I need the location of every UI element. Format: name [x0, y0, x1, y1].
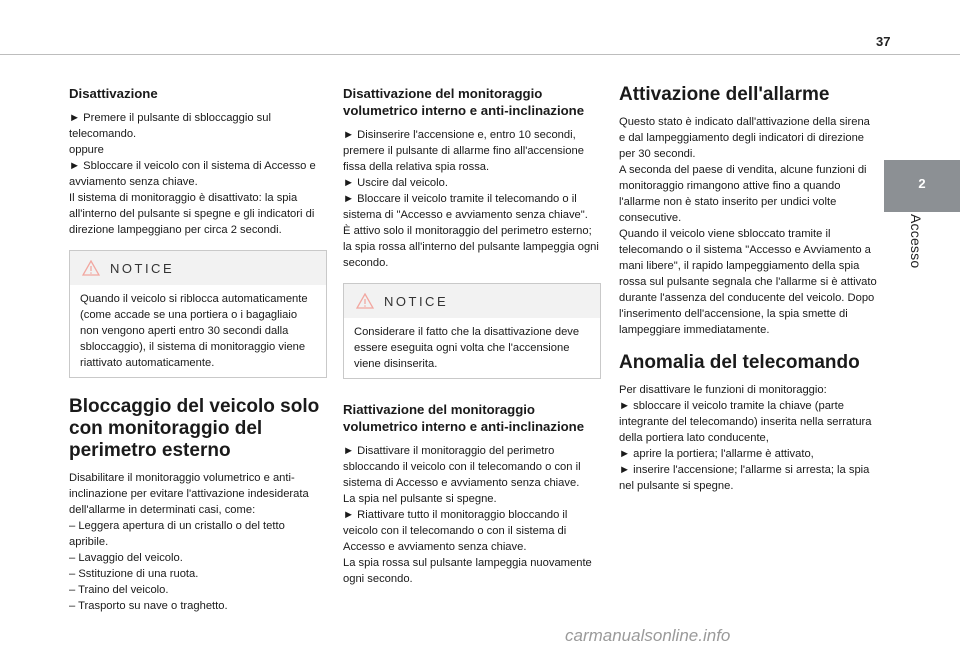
notice-box — [69, 250, 327, 378]
watermark: carmanualsonline.info — [565, 626, 731, 645]
notice-header — [344, 284, 600, 318]
notice-title: NOTICE — [110, 260, 175, 276]
section-body-disattivazione-monitoraggio: ► Disinserire l'accensione e, entro 10 secondi, premere il pulsante di allarme fino all'accensione fissa della relativa spia rossa. ► Uscire dal veicolo. ► Bloccare il veicolo tramite il telecomando o il sistema di "Accesso e avviamento senza chiave". È attivo solo il monitoraggio del perimetro esterno; la spia rossa all'interno del pulsante lampeggia ogni secondo. — [343, 129, 599, 269]
column-left — [69, 82, 327, 614]
section-body-attivazione-allarme: Questo stato è indicato dall'attivazione della sirena e dal lampeggiamento degli indicatori di direzione per 30 secondi. A seconda del paese di vendita, alcune funzioni di monitoraggio rimangono attive fino a quando l'allarme non è stato inserito per undici volte consecutive. Quando il veicolo viene sbloccato tramite il telecomando o il sistema "Accesso e Avviamento a mani libere", il rapido lampeggiamento della spia rossa sul pulsante segnala che l'allarme si è attivato durante l'assenza del conducente del veicolo. Dopo l'inserimento dell'accensione, la spia smette di lampeggiare immediatamente. — [619, 116, 877, 336]
section-title-disattivazione-monitoraggio: Disattivazione del monitoraggio volumetrico interno e anti-inclinazione — [343, 86, 585, 118]
section-body-riattivazione: ► Disattivare il monitoraggio del perimetro sbloccando il veicolo con il telecomando o con il sistema di Accesso e avviamento senza chiave. La spia nel pulsante si spegne. ► Riattivare tutto il monitoraggio bloccando il veicolo con il telecomando o con il sistema di Accesso e avviamento senza chiave. La spia rossa sul pulsante lampeggia nuovamente ogni secondo. — [343, 445, 592, 585]
section-title-bloccaggio: Bloccaggio del veicolo solo con monitoraggio del perimetro esterno — [69, 396, 320, 461]
warning-icon — [356, 293, 374, 309]
chapter-number: 2 — [918, 176, 926, 191]
section-title-disattivazione: Disattivazione — [69, 86, 158, 101]
page-number: 37 — [876, 34, 891, 49]
notice-box — [343, 283, 601, 379]
notice-text: Considerare il fatto che la disattivazione deve essere eseguita ogni volta che l'accensione viene disinserita. — [354, 326, 580, 370]
section-body-anomalia: Per disattivare le funzioni di monitoraggio: ► sbloccare il veicolo tramite la chiave (parte integrante del telecomando) inserita nella serratura della portiera lato conducente, ► aprire la portiera; l'allarme è attivato, ► inserire l'accensione; l'allarme si arresta; la spia nel pulsante si spegne. — [619, 384, 872, 492]
header-divider — [0, 54, 960, 55]
notice-header — [70, 251, 326, 285]
section-body-bloccaggio: Disabilitare il monitoraggio volumetrico e anti-inclinazione per evitare l'attivazione indesiderata dell'allarme in determinati casi, come: – Leggera apertura di un cristallo o del tetto apribile. – Lavaggio del veicolo. – Sstituzione di una ruota. – Traino del veicolo. – Trasporto su nave o traghetto. — [69, 472, 309, 612]
warning-icon — [82, 260, 100, 276]
notice-title: NOTICE — [384, 293, 449, 309]
column-right — [619, 82, 877, 494]
notice-text: Quando il veicolo si riblocca automaticamente (come accade se una portiera o i bagagliaio non vengono aperti entro 30 secondi dalla sbloccaggio), il sistema di monitoraggio viene riattivato automaticamente. — [80, 293, 308, 369]
section-title-attivazione-allarme: Attivazione dell'allarme — [619, 84, 830, 105]
section-title-riattivazione: Riattivazione del monitoraggio volumetrico interno e anti-inclinazione — [343, 402, 585, 434]
section-body-disattivazione: ► Premere il pulsante di sbloccaggio sul telecomando. oppure ► Sbloccare il veicolo con il sistema di Accesso e avviamento senza chiave. Il sistema di monitoraggio è disattivato: la spia all'interno del pulsante si spegne e gli indicatori di direzione lampeggiano per circa 2 secondi. — [69, 112, 316, 236]
column-middle — [343, 82, 601, 587]
section-title-anomalia: Anomalia del telecomando — [619, 352, 860, 373]
chapter-label: Accesso — [908, 214, 924, 269]
chapter-tab — [884, 160, 960, 212]
